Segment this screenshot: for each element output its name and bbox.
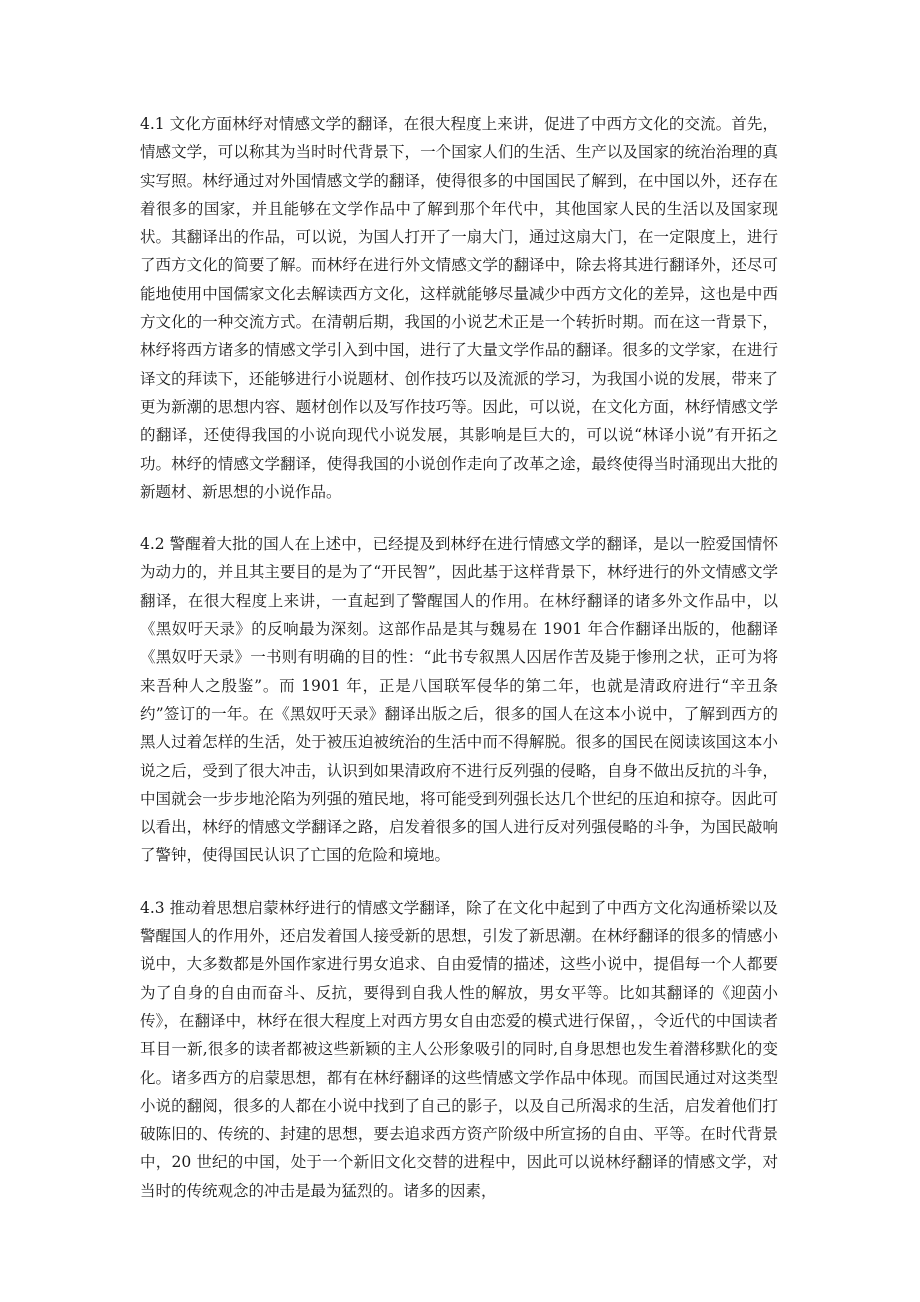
paragraph-4-1: 4.1 文化方面林纾对情感文学的翻译，在很大程度上来讲，促进了中西方文化的交流。首先，情感文学，可以称其为当时时代背景下，一个国家人们的生活、生产以及国家的统治治理的真实写照。林纾通过对外国情感文学的翻译，使得很多的中国国民了解到，在中国以外，还存在着很多的国家，并且能够在文学作品中了解到那个年代中，其他国家人民的生活以及国家现状。其翻译出的作品，可以说，为国人打开了一扇大门，通过这扇大门，在一定限度上，进行了西方文化的简要了解。而林纾在进行外文情感文学的翻译中，除去将其进行翻译外，还尽可能地使用中国儒家文化去解读西方文化，这样就能够尽量减少中西方文化的差异，这也是中西方文化的一种交流方式。在清朝后期，我国的小说艺术正是一个转折时期。而在这一背景下，林纾将西方诸多的情感文学引入到中国，进行了大量文学作品的翻译。很多的文学家，在进行译文的拜读下，还能够进行小说题材、创作技巧以及流派的学习，为我国小说的发展，带来了更为新潮的思想内容、题材创作以及写作技巧等。因此，可以说，在文化方面，林纾情感文学的翻译，还使得我国的小说向现代小说发展，其影响是巨大的，可以说“林译小说”有开拓之功。林纾的情感文学翻译，使得我国的小说创作走向了改革之途，最终使得当时涌现出大批的新题材、新思想的小说作品。 bbox=[140, 115, 778, 501]
paragraph-4-3: 4.3 推动着思想启蒙林纾进行的情感文学翻译，除了在文化中起到了中西方文化沟通桥梁以及警醒国人的作用外，还启发着国人接受新的思想，引发了新思潮。在林纾翻译的很多的情感小说中，大多数都是外国作家进行男女追求、自由爱情的描述，这些小说中，提倡每一个人都要为了自身的自由而奋斗、反抗，要得到自我人性的解放，男女平等。比如其翻译的《迎茵小传》，在翻译中，林纾在很大程度上对西方男女自由恋爱的模式进行保留，，令近代的中国读者耳目一新,很多的读者都被这些新颖的主人公形象吸引的同时,自身思想也发生着潜移默化的变化。诸多西方的启蒙思想，都有在林纾翻译的这些情感文学作品中体现。而国民通过对这类型小说的翻阅，很多的人都在小说中找到了自己的影子，以及自己所渴求的生活，启发着他们打破陈旧的、传统的、封建的思想，要去追求西方资产阶级中所宣扬的自由、平等。在时代背景中，20 世纪的中国，处于一个新旧文化交替的进程中，因此可以说林纾翻译的情感文学，对当时的传统观念的冲击是最为猛烈的。诸多的因素， bbox=[140, 898, 778, 1200]
paragraph-4-2: 4.2 警醒着大批的国人在上述中，已经提及到林纾在进行情感文学的翻译，是以一腔爱国情怀为动力的，并且其主要目的是为了“开民智”，因此基于这样背景下，林纾进行的外文情感文学翻译，在很大程度上来讲，一直起到了警醒国人的作用。在林纾翻译的诸多外文作品中，以《黑奴吁天录》的反响最为深刻。这部作品是其与魏易在 1901 年合作翻译出版的，他翻译《黑奴吁天录》一书则有明确的目的性：“此书专叙黑人囚居作苦及毙于惨刑之状，正可为将来吾种人之殷鉴”。而 1901 年，正是八国联军侵华的第二年，也就是清政府进行“辛丑条约”签订的一年。在《黑奴吁天录》翻译出版之后，很多的国人在这本小说中，了解到西方的黑人过着怎样的生活，处于被压迫被统治的生活中而不得解脱。很多的国民在阅读该国这本小说之后，受到了很大冲击，认识到如果清政府不进行反列强的侵略，自身不做出反抗的斗争，中国就会一步步地沦陷为列强的殖民地，将可能受到列强长达几个世纪的压迫和掠夺。因此可以看出，林纾的情感文学翻译之路，启发着很多的国人进行反对列强侵略的斗争，为国民敲响了警钟，使得国民认识了亡国的危险和境地。 bbox=[140, 535, 778, 865]
document-page bbox=[140, 110, 778, 1205]
